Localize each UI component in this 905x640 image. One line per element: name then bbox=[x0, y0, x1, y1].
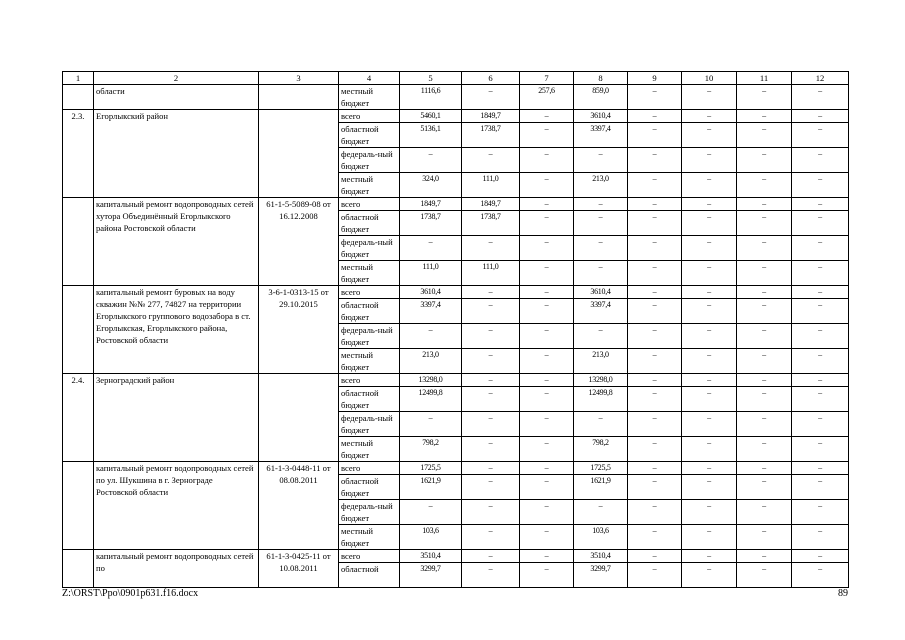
value-cell: – bbox=[462, 299, 520, 324]
value-cell: – bbox=[682, 412, 737, 437]
value-cell: – bbox=[628, 148, 682, 173]
value-cell: – bbox=[682, 550, 737, 563]
value-cell: – bbox=[628, 349, 682, 374]
item-name-cell: Егорлыкский район bbox=[94, 110, 259, 198]
value-cell: – bbox=[520, 324, 574, 349]
value-cell: – bbox=[682, 198, 737, 211]
item-number-cell bbox=[63, 286, 94, 374]
value-cell: 1738,7 bbox=[462, 211, 520, 236]
budget-type-cell: областной бюджет bbox=[339, 475, 400, 500]
value-cell: 1738,7 bbox=[400, 211, 462, 236]
value-cell: – bbox=[628, 85, 682, 110]
item-number-cell bbox=[63, 198, 94, 286]
value-cell: 103,6 bbox=[574, 525, 628, 550]
value-cell: – bbox=[682, 475, 737, 500]
registration-cell: 3-6-1-0313-15 от 29.10.2015 bbox=[259, 286, 339, 374]
table-row bbox=[63, 85, 849, 110]
value-cell: – bbox=[792, 286, 849, 299]
registration-cell: 61-1-3-0425-11 от 10.08.2011 bbox=[259, 550, 339, 588]
value-cell: – bbox=[462, 563, 520, 588]
item-name-cell: капитальный ремонт водопроводных сетей по ул. Шукшина в г. Зернограде Ростовской области bbox=[94, 462, 259, 550]
item-number-cell bbox=[63, 462, 94, 550]
value-cell: 798,2 bbox=[574, 437, 628, 462]
value-cell: – bbox=[737, 123, 792, 148]
value-cell: 1621,9 bbox=[400, 475, 462, 500]
value-cell: – bbox=[462, 475, 520, 500]
value-cell: – bbox=[737, 286, 792, 299]
value-cell: 1621,9 bbox=[574, 475, 628, 500]
header-cell: 12 bbox=[792, 72, 849, 85]
value-cell: – bbox=[737, 563, 792, 588]
value-cell: – bbox=[792, 261, 849, 286]
value-cell: – bbox=[628, 387, 682, 412]
value-cell: – bbox=[682, 299, 737, 324]
value-cell: – bbox=[400, 236, 462, 261]
budget-type-cell: областной бюджет bbox=[339, 387, 400, 412]
value-cell: – bbox=[737, 387, 792, 412]
budget-type-cell: областной bbox=[339, 563, 400, 588]
header-cell: 7 bbox=[520, 72, 574, 85]
table-row bbox=[63, 374, 849, 387]
value-cell: – bbox=[520, 261, 574, 286]
value-cell: – bbox=[462, 550, 520, 563]
value-cell: 3610,4 bbox=[574, 110, 628, 123]
budget-type-cell: местный бюджет bbox=[339, 349, 400, 374]
value-cell: – bbox=[628, 462, 682, 475]
value-cell: – bbox=[400, 148, 462, 173]
value-cell: – bbox=[520, 462, 574, 475]
value-cell: – bbox=[520, 286, 574, 299]
value-cell: 3610,4 bbox=[400, 286, 462, 299]
item-name-cell: Зерноградский район bbox=[94, 374, 259, 462]
value-cell: – bbox=[462, 374, 520, 387]
value-cell: 1849,7 bbox=[462, 198, 520, 211]
value-cell: – bbox=[737, 437, 792, 462]
value-cell: – bbox=[737, 412, 792, 437]
footer-file-path: Z:\ORST\Ppo\0901p631.f16.docx bbox=[62, 588, 199, 599]
value-cell: – bbox=[682, 563, 737, 588]
value-cell: – bbox=[628, 374, 682, 387]
value-cell: – bbox=[462, 387, 520, 412]
value-cell: 324,0 bbox=[400, 173, 462, 198]
value-cell: – bbox=[792, 198, 849, 211]
value-cell: 1116,6 bbox=[400, 85, 462, 110]
header-cell: 3 bbox=[259, 72, 339, 85]
budget-type-cell: федераль-ный бюджет bbox=[339, 236, 400, 261]
value-cell: – bbox=[737, 550, 792, 563]
value-cell: – bbox=[574, 324, 628, 349]
value-cell: 3610,4 bbox=[574, 286, 628, 299]
value-cell: – bbox=[462, 412, 520, 437]
value-cell: – bbox=[682, 236, 737, 261]
value-cell: – bbox=[737, 211, 792, 236]
value-cell: – bbox=[574, 500, 628, 525]
budget-type-cell: всего bbox=[339, 462, 400, 475]
value-cell: 103,6 bbox=[400, 525, 462, 550]
value-cell: 3510,4 bbox=[574, 550, 628, 563]
value-cell: – bbox=[462, 236, 520, 261]
budget-type-cell: местный бюджет bbox=[339, 437, 400, 462]
value-cell: 213,0 bbox=[574, 173, 628, 198]
value-cell: – bbox=[737, 85, 792, 110]
budget-type-cell: местный бюджет bbox=[339, 261, 400, 286]
value-cell: – bbox=[792, 550, 849, 563]
value-cell: – bbox=[628, 173, 682, 198]
value-cell: – bbox=[737, 475, 792, 500]
value-cell: – bbox=[682, 85, 737, 110]
value-cell: – bbox=[737, 349, 792, 374]
value-cell: – bbox=[792, 236, 849, 261]
value-cell: 3397,4 bbox=[574, 299, 628, 324]
value-cell: – bbox=[682, 500, 737, 525]
value-cell: – bbox=[462, 324, 520, 349]
value-cell: 111,0 bbox=[462, 261, 520, 286]
value-cell: – bbox=[628, 550, 682, 563]
value-cell: – bbox=[628, 324, 682, 349]
value-cell: – bbox=[792, 563, 849, 588]
value-cell: – bbox=[792, 324, 849, 349]
value-cell: – bbox=[792, 349, 849, 374]
value-cell: – bbox=[737, 462, 792, 475]
budget-type-cell: всего bbox=[339, 550, 400, 563]
table-row bbox=[63, 198, 849, 211]
value-cell: – bbox=[682, 173, 737, 198]
value-cell: – bbox=[628, 198, 682, 211]
value-cell: – bbox=[737, 236, 792, 261]
value-cell: 12499,8 bbox=[574, 387, 628, 412]
value-cell: – bbox=[462, 148, 520, 173]
budget-type-cell: федераль-ный бюджет bbox=[339, 500, 400, 525]
header-cell: 5 bbox=[400, 72, 462, 85]
value-cell: – bbox=[628, 261, 682, 286]
value-cell: – bbox=[520, 148, 574, 173]
budget-type-cell: всего bbox=[339, 286, 400, 299]
value-cell: 12499,8 bbox=[400, 387, 462, 412]
value-cell: 1738,7 bbox=[462, 123, 520, 148]
value-cell: – bbox=[682, 374, 737, 387]
table-row bbox=[63, 286, 849, 299]
value-cell: – bbox=[682, 261, 737, 286]
value-cell: – bbox=[520, 475, 574, 500]
value-cell: 3397,4 bbox=[574, 123, 628, 148]
item-name-cell: капитальный ремонт водопроводных сетей хутора Объединённый Егорлыкского района Ростовской области bbox=[94, 198, 259, 286]
budget-type-cell: местный бюджет bbox=[339, 85, 400, 110]
value-cell: – bbox=[628, 123, 682, 148]
budget-type-cell: федераль-ный бюджет bbox=[339, 148, 400, 173]
value-cell: – bbox=[682, 525, 737, 550]
value-cell: – bbox=[462, 437, 520, 462]
item-number-cell bbox=[63, 550, 94, 588]
value-cell: – bbox=[520, 500, 574, 525]
value-cell: – bbox=[574, 211, 628, 236]
value-cell: – bbox=[682, 110, 737, 123]
value-cell: – bbox=[520, 563, 574, 588]
value-cell: – bbox=[520, 299, 574, 324]
footer-page-number: 89 bbox=[838, 588, 848, 599]
value-cell: – bbox=[520, 550, 574, 563]
value-cell: – bbox=[462, 349, 520, 374]
table-row bbox=[63, 550, 849, 563]
value-cell: – bbox=[682, 123, 737, 148]
value-cell: 3510,4 bbox=[400, 550, 462, 563]
budget-type-cell: областной бюджет bbox=[339, 299, 400, 324]
value-cell: 111,0 bbox=[400, 261, 462, 286]
value-cell: – bbox=[400, 324, 462, 349]
value-cell: – bbox=[792, 173, 849, 198]
budget-type-cell: местный бюджет bbox=[339, 525, 400, 550]
budget-type-cell: областной бюджет bbox=[339, 123, 400, 148]
value-cell: – bbox=[628, 412, 682, 437]
value-cell: 798,2 bbox=[400, 437, 462, 462]
value-cell: – bbox=[628, 236, 682, 261]
value-cell: – bbox=[628, 286, 682, 299]
table-row bbox=[63, 110, 849, 123]
value-cell: – bbox=[520, 525, 574, 550]
value-cell: – bbox=[574, 198, 628, 211]
value-cell: – bbox=[737, 324, 792, 349]
value-cell: 13298,0 bbox=[574, 374, 628, 387]
value-cell: – bbox=[792, 374, 849, 387]
value-cell: – bbox=[792, 475, 849, 500]
header-cell: 10 bbox=[682, 72, 737, 85]
value-cell: – bbox=[737, 198, 792, 211]
value-cell: 111,0 bbox=[462, 173, 520, 198]
header-cell: 1 bbox=[63, 72, 94, 85]
value-cell: 13298,0 bbox=[400, 374, 462, 387]
value-cell: – bbox=[628, 110, 682, 123]
registration-cell bbox=[259, 85, 339, 110]
value-cell: 1725,5 bbox=[574, 462, 628, 475]
value-cell: – bbox=[462, 286, 520, 299]
budget-type-cell: федераль-ный бюджет bbox=[339, 324, 400, 349]
value-cell: – bbox=[520, 236, 574, 261]
item-number-cell: 2.4. bbox=[63, 374, 94, 462]
value-cell: – bbox=[737, 299, 792, 324]
registration-cell bbox=[259, 374, 339, 462]
value-cell: 3299,7 bbox=[400, 563, 462, 588]
value-cell: 257,6 bbox=[520, 85, 574, 110]
header-cell: 6 bbox=[462, 72, 520, 85]
value-cell: – bbox=[520, 123, 574, 148]
value-cell: – bbox=[792, 525, 849, 550]
value-cell: – bbox=[792, 148, 849, 173]
value-cell: – bbox=[792, 85, 849, 110]
value-cell: – bbox=[462, 85, 520, 110]
value-cell: – bbox=[628, 299, 682, 324]
value-cell: – bbox=[682, 387, 737, 412]
header-row bbox=[63, 72, 849, 85]
value-cell: – bbox=[792, 462, 849, 475]
budget-type-cell: федераль-ный бюджет bbox=[339, 412, 400, 437]
value-cell: – bbox=[628, 525, 682, 550]
value-cell: 1849,7 bbox=[462, 110, 520, 123]
value-cell: – bbox=[682, 349, 737, 374]
registration-cell bbox=[259, 110, 339, 198]
value-cell: – bbox=[682, 211, 737, 236]
registration-cell: 61-1-5-5089-08 от 16.12.2008 bbox=[259, 198, 339, 286]
value-cell: – bbox=[574, 412, 628, 437]
value-cell: – bbox=[462, 500, 520, 525]
item-number-cell bbox=[63, 85, 94, 110]
value-cell: – bbox=[792, 500, 849, 525]
value-cell: – bbox=[574, 148, 628, 173]
budget-type-cell: всего bbox=[339, 374, 400, 387]
value-cell: – bbox=[520, 374, 574, 387]
value-cell: – bbox=[628, 500, 682, 525]
value-cell: – bbox=[682, 286, 737, 299]
value-cell: – bbox=[628, 211, 682, 236]
budget-type-cell: местный бюджет bbox=[339, 173, 400, 198]
value-cell: – bbox=[574, 236, 628, 261]
value-cell: – bbox=[628, 563, 682, 588]
header-cell: 9 bbox=[628, 72, 682, 85]
item-name-cell: капитальный ремонт буровых на воду скважин №№ 277, 74827 на территории Егорлыкского группового водозабора в ст. Егорлыкская, Егорлыкского района, Ростовской области bbox=[94, 286, 259, 374]
value-cell: – bbox=[400, 500, 462, 525]
value-cell: – bbox=[737, 110, 792, 123]
value-cell: – bbox=[520, 437, 574, 462]
item-name-cell: капитальный ремонт водопроводных сетей по bbox=[94, 550, 259, 588]
budget-type-cell: всего bbox=[339, 110, 400, 123]
value-cell: 213,0 bbox=[400, 349, 462, 374]
header-cell: 8 bbox=[574, 72, 628, 85]
value-cell: – bbox=[520, 349, 574, 374]
value-cell: – bbox=[462, 525, 520, 550]
value-cell: – bbox=[574, 261, 628, 286]
value-cell: – bbox=[520, 412, 574, 437]
value-cell: – bbox=[737, 173, 792, 198]
value-cell: – bbox=[682, 462, 737, 475]
value-cell: 3299,7 bbox=[574, 563, 628, 588]
value-cell: – bbox=[462, 462, 520, 475]
value-cell: – bbox=[792, 387, 849, 412]
table-row bbox=[63, 462, 849, 475]
value-cell: – bbox=[737, 525, 792, 550]
value-cell: – bbox=[792, 110, 849, 123]
value-cell: – bbox=[792, 123, 849, 148]
value-cell: – bbox=[737, 148, 792, 173]
value-cell: – bbox=[682, 148, 737, 173]
value-cell: – bbox=[737, 374, 792, 387]
header-cell: 11 bbox=[737, 72, 792, 85]
header-cell: 4 bbox=[339, 72, 400, 85]
value-cell: – bbox=[520, 387, 574, 412]
item-number-cell: 2.3. bbox=[63, 110, 94, 198]
value-cell: – bbox=[520, 211, 574, 236]
value-cell: – bbox=[737, 500, 792, 525]
value-cell: – bbox=[628, 475, 682, 500]
value-cell: – bbox=[520, 173, 574, 198]
value-cell: – bbox=[737, 261, 792, 286]
value-cell: – bbox=[628, 437, 682, 462]
value-cell: – bbox=[792, 437, 849, 462]
value-cell: – bbox=[792, 412, 849, 437]
value-cell: – bbox=[792, 211, 849, 236]
value-cell: 3397,4 bbox=[400, 299, 462, 324]
value-cell: 213,0 bbox=[574, 349, 628, 374]
value-cell: – bbox=[520, 198, 574, 211]
value-cell: 1725,5 bbox=[400, 462, 462, 475]
financing-table bbox=[62, 71, 849, 588]
value-cell: 1849,7 bbox=[400, 198, 462, 211]
value-cell: – bbox=[682, 437, 737, 462]
value-cell: – bbox=[400, 412, 462, 437]
value-cell: – bbox=[792, 299, 849, 324]
value-cell: – bbox=[520, 110, 574, 123]
value-cell: 5460,1 bbox=[400, 110, 462, 123]
budget-type-cell: областной бюджет bbox=[339, 211, 400, 236]
registration-cell: 61-1-3-0448-11 от 08.08.2011 bbox=[259, 462, 339, 550]
value-cell: 5136,1 bbox=[400, 123, 462, 148]
value-cell: – bbox=[682, 324, 737, 349]
item-name-cell: области bbox=[94, 85, 259, 110]
header-cell: 2 bbox=[94, 72, 259, 85]
value-cell: 859,0 bbox=[574, 85, 628, 110]
budget-type-cell: всего bbox=[339, 198, 400, 211]
